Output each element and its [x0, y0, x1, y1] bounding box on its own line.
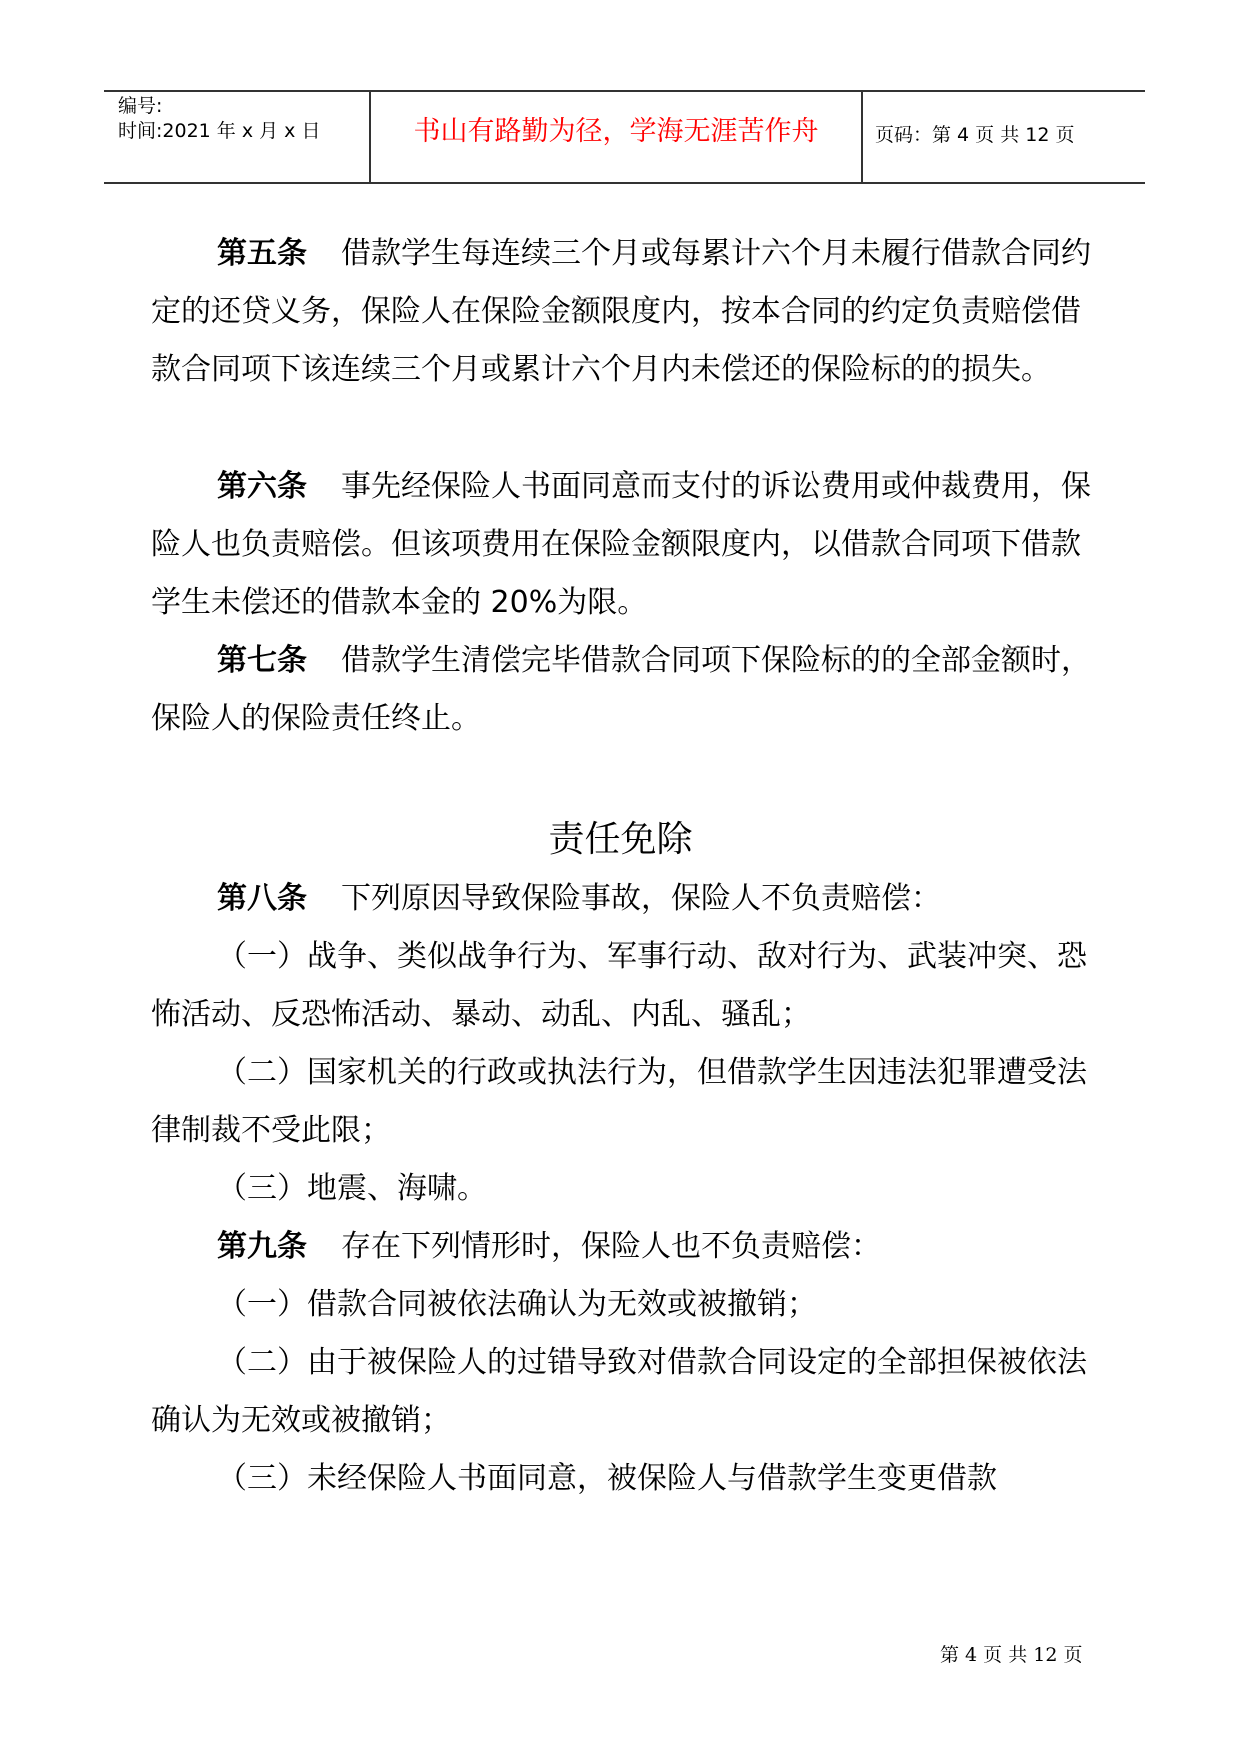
header-divider-left — [369, 91, 371, 182]
article-7-title: 第七条 — [217, 643, 307, 678]
header-page-info: 页码：第 4 页 共 12 页 — [875, 124, 1075, 146]
header-divider-right — [861, 91, 863, 182]
section-title: 责任免除 — [548, 819, 693, 860]
article-8-text: 下列原因导致保险事故，保险人不负责赔偿： — [341, 881, 941, 916]
article-6-text: 事先经保险人书面同意而支付的诉讼费用或仲裁费用，保险人也负责赔偿。但该项费用在保险金额限度内，以借款合同项下借款学生未偿还的借款本金的 20%为限。 — [151, 469, 1091, 620]
article-9-text: 存在下列情形时，保险人也不负责赔偿： — [341, 1229, 881, 1264]
header-motto: 书山有路勤为径，学海无涯苦作舟 — [413, 116, 819, 147]
page-footer: 第 4 页 共 12 页 — [940, 1644, 1083, 1666]
article-9-item-2: （二）由于被保险人的过错导致对借款合同设定的全部担保被依法确认为无效或被撤销； — [151, 1345, 1087, 1438]
article-7-text: 借款学生清偿完毕借款合同项下保险标的的全部金额时，保险人的保险责任终止。 — [151, 643, 1091, 736]
article-6-title: 第六条 — [217, 469, 307, 504]
article-6 — [151, 458, 1101, 632]
article-8-title: 第八条 — [217, 881, 307, 916]
document-time-label: 时间:2021 年 x 月 x 日 — [118, 120, 321, 142]
article-5-text: 借款学生每连续三个月或每累计六个月未履行借款合同约定的还贷义务，保险人在保险金额限度内，按本合同的约定负责赔偿借款合同项下该连续三个月或累计六个月内未偿还的保险标的的损失。 — [151, 236, 1091, 387]
article-9-item-1: （一）借款合同被依法确认为无效或被撤销； — [217, 1287, 817, 1322]
header-top-rule — [104, 90, 1145, 92]
article-7 — [151, 632, 1101, 748]
article-5-title: 第五条 — [217, 236, 307, 271]
article-9 — [151, 1218, 1101, 1276]
document-number-label: 编号: — [118, 95, 163, 117]
article-9-title: 第九条 — [217, 1229, 307, 1264]
article-8 — [151, 870, 1101, 928]
header-bottom-rule — [104, 182, 1145, 184]
header-meta — [118, 94, 320, 144]
article-8-item-3: （三）地震、海啸。 — [217, 1171, 487, 1206]
article-5 — [151, 225, 1101, 399]
article-8-item-1: （一）战争、类似战争行为、军事行动、敌对行为、武装冲突、恐怖活动、反恐怖活动、暴动、动乱、内乱、骚乱； — [151, 939, 1087, 1032]
article-9-item-3: （三）未经保险人书面同意，被保险人与借款学生变更借款 — [217, 1461, 997, 1496]
article-8-item-2: （二）国家机关的行政或执法行为，但借款学生因违法犯罪遭受法律制裁不受此限； — [151, 1055, 1087, 1148]
